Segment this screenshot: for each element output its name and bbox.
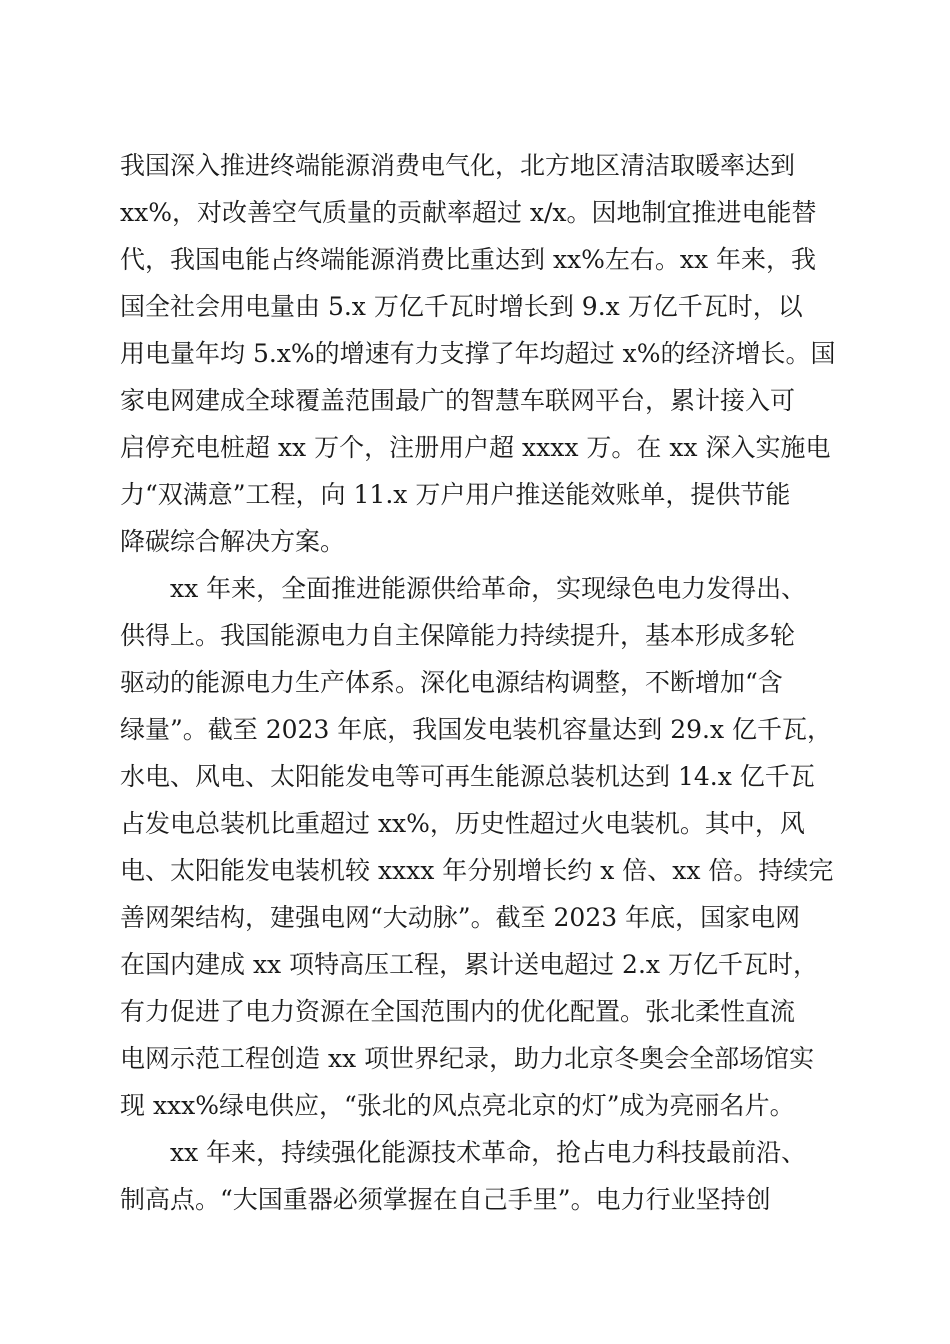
document-body — [120, 142, 840, 1223]
text-line: 用电量年均 5.x%的增速有力支撑了年均超过 x%的经济增长。国 — [120, 339, 836, 368]
text-line: 力“双满意”工程，向 11.x 万户用户推送能效账单，提供节能 — [120, 480, 791, 509]
text-line: 绿量”。截至 2023 年底，我国发电装机容量达到 29.x 亿千瓦， — [120, 715, 833, 744]
text-line: 水电、风电、太阳能发电等可再生能源总装机达到 14.x 亿千瓦 — [120, 762, 815, 791]
paragraph-first-line: xx 年来，持续强化能源技术革命，抢占电力科技最前沿、 — [170, 1138, 807, 1167]
text-line: 电、太阳能发电装机较 xxxx 年分别增长约 x 倍、xx 倍。持续完 — [120, 856, 834, 885]
text-line: 代，我国电能占终端能源消费比重达到 xx%左右。xx 年来，我 — [120, 245, 817, 274]
text-line: 驱动的能源电力生产体系。深化电源结构调整，不断增加“含 — [120, 668, 783, 697]
text-line: 有力促进了电力资源在全国范围内的优化配置。张北柔性直流 — [120, 997, 796, 1026]
text-line: xx%，对改善空气质量的贡献率超过 x/x。因地制宜推进电能替 — [120, 198, 817, 227]
text-line: 现 xxx%绿电供应，“张北的风点亮北京的灯”成为亮丽名片。 — [120, 1091, 795, 1120]
text-line: 启停充电桩超 xx 万个，注册用户超 xxxx 万。在 xx 深入实施电 — [120, 433, 831, 462]
text-line: 占发电总装机比重超过 xx%，历史性超过火电装机。其中，风 — [120, 809, 805, 838]
text-line: 家电网建成全球覆盖范围最广的智慧车联网平台，累计接入可 — [120, 386, 796, 415]
text-line: 降碳综合解决方案。 — [120, 527, 346, 556]
text-line: 我国深入推进终端能源消费电气化，北方地区清洁取暖率达到 — [120, 151, 796, 180]
paragraph-first-line: xx 年来，全面推进能源供给革命，实现绿色电力发得出、 — [170, 574, 807, 603]
text-line: 国全社会用电量由 5.x 万亿千瓦时增长到 9.x 万亿千瓦时，以 — [120, 292, 803, 321]
text-line: 制高点。“大国重器必须掌握在自己手里”。电力行业坚持创 — [120, 1185, 771, 1214]
text-line: 善网架结构，建强电网“大动脉”。截至 2023 年底，国家电网 — [120, 903, 801, 932]
text-line: 在国内建成 xx 项特高压工程，累计送电超过 2.x 万亿千瓦时， — [120, 950, 818, 979]
text-line: 电网示范工程创造 xx 项世界纪录，助力北京冬奥会全部场馆实 — [120, 1044, 815, 1073]
text-line: 供得上。我国能源电力自主保障能力持续提升，基本形成多轮 — [120, 621, 796, 650]
